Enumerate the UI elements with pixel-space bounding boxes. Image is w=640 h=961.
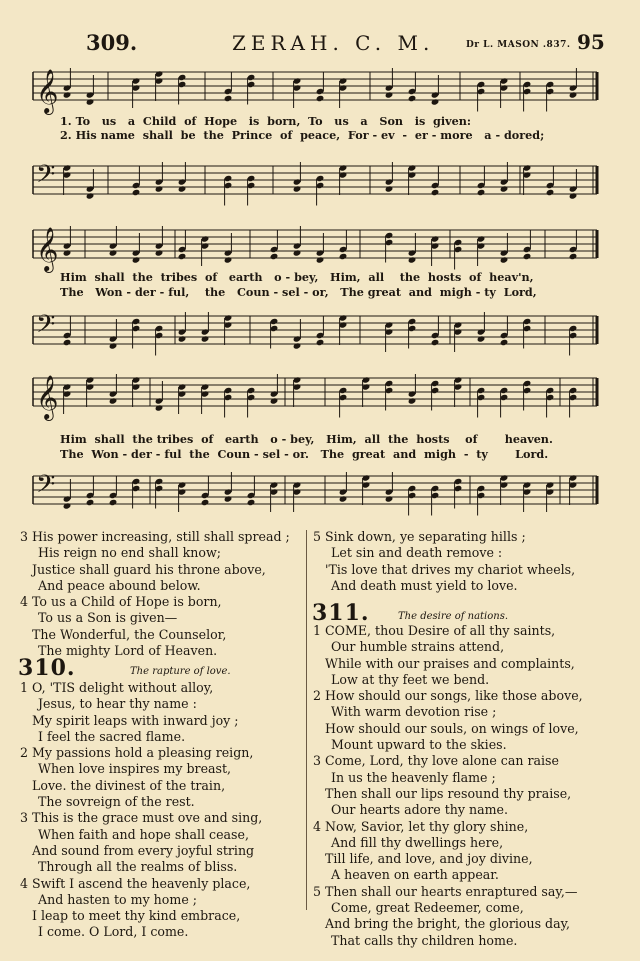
stanza-line	[20, 859, 305, 875]
stanza-line	[313, 656, 633, 672]
note-head	[132, 256, 141, 263]
stanza-text: And sound from every joyful string	[32, 842, 255, 858]
stanza-text: My spirit leaps with inward joy ;	[32, 712, 239, 728]
stanza-line	[20, 794, 305, 810]
page-header	[0, 30, 640, 56]
note-head	[247, 499, 256, 506]
stanza-line	[313, 578, 633, 594]
stanza-text: Then shall our lips resound thy praise,	[325, 785, 572, 801]
stanza-line	[313, 933, 633, 949]
hymn-310-subtitle: The rapture of love.	[130, 666, 231, 677]
stanza	[20, 594, 305, 659]
note-head	[339, 495, 348, 502]
note-head	[132, 189, 141, 196]
hymn-311-number: 311.	[312, 600, 370, 626]
hymn-number-309: 309.	[86, 30, 138, 55]
stanza-text: His reign no end shall know;	[38, 545, 221, 561]
staff-lines	[33, 316, 597, 344]
note-head	[477, 189, 486, 196]
notes	[63, 68, 578, 112]
stanza-text: And fill thy dwellings here,	[331, 834, 504, 850]
stanza-text: Mount upward to the skies.	[331, 737, 507, 753]
note-head	[224, 95, 233, 102]
lyric-line-1-system-1: 1. To us a Child of Hope is born, To us a Son is given:	[60, 114, 472, 128]
treble-staff-system-2	[0, 222, 640, 274]
stanza-text: Now, Savior, let thy glory shine,	[325, 818, 529, 834]
note-head	[63, 339, 72, 346]
stanza-line	[313, 704, 633, 720]
note-head	[224, 256, 233, 263]
lyric-line-2-system-1: 2. His name shall be the Prince of peace, For - ev - er - more a - dored;	[60, 128, 545, 142]
note-head	[86, 98, 95, 105]
stanza-text: The mighty Lord of Heaven.	[38, 643, 218, 659]
stanza-text: Through all the realms of bliss.	[38, 859, 238, 875]
stanza-line	[20, 892, 305, 908]
stanza-text: The Wonderful, the Counselor,	[32, 626, 227, 642]
stanza-line	[20, 729, 305, 745]
note-head	[500, 339, 509, 346]
stanza-number: 4	[20, 594, 29, 610]
hymn-311-subtitle: The desire of nations.	[398, 611, 509, 622]
stanza-text: Jesus, to hear thy name :	[38, 696, 197, 712]
stanza-line	[20, 578, 305, 594]
stanza-text: Come, Lord, thy love alone can raise	[325, 753, 559, 769]
page-number: 95	[577, 30, 605, 54]
stanza-line	[313, 786, 633, 802]
stanza-line	[20, 827, 305, 843]
stanza	[20, 680, 305, 745]
note-head	[500, 256, 509, 263]
note-head	[523, 253, 532, 260]
stanza-number: 1	[313, 623, 322, 638]
stanza-text: Come, great Redeemer, come,	[331, 900, 524, 916]
stanza-line	[20, 594, 305, 610]
stanza-line	[313, 639, 633, 655]
stanza-text: And death must yield to love.	[331, 577, 518, 593]
stanza	[313, 529, 633, 594]
stanza	[313, 819, 633, 884]
notes	[63, 472, 578, 516]
note-head	[293, 249, 302, 256]
stanza	[313, 623, 633, 688]
stanza-text: Low at thy feet we bend.	[331, 671, 490, 687]
stanza-text: How should our songs, like those above,	[325, 688, 583, 704]
stanza-text: Justice shall guard his throne above,	[32, 561, 266, 577]
stanza-line	[20, 810, 305, 826]
stanza-line	[20, 761, 305, 777]
stanza-line	[313, 721, 633, 737]
stanza-number: 4	[313, 818, 322, 834]
stanza-text: While with our praises and complaints,	[325, 655, 575, 671]
note-head	[569, 253, 578, 260]
lyric-line-2-system-2: The Won - der - ful, the Coun - sel - or, The great and migh - ty Lord,	[60, 285, 537, 299]
stanza-line	[313, 802, 633, 818]
stanza-line	[313, 562, 633, 578]
note-head	[339, 253, 348, 260]
hymn-310-stanza-5	[313, 529, 633, 594]
stanza-text: Love. the divinest of the train,	[32, 777, 226, 793]
stanza-line	[313, 900, 633, 916]
note-head	[569, 192, 578, 199]
stanza-text: This is the grace must ove and sing,	[32, 810, 263, 826]
note-head	[270, 397, 279, 404]
staff-lines	[33, 476, 597, 504]
note-head	[86, 499, 95, 506]
stanza	[20, 745, 305, 810]
stanza-text: Swift I ascend the heavenly place,	[32, 875, 251, 891]
stanza-text: The sovreign of the rest.	[38, 794, 195, 810]
stanza-text: How should our souls, on wings of love,	[325, 720, 579, 736]
stanza-text: To us a Son is given—	[38, 610, 178, 626]
stanza-text: 'Tis love that drives my chariot wheels,	[325, 561, 576, 577]
lyric-line-2-system-3: The Won - der - ful the Coun - sel - or. The great and migh - ty Lord.	[60, 447, 549, 461]
stanza-text: I leap to meet thy kind embrace,	[32, 908, 241, 924]
stanza-text: My passions hold a pleasing reign,	[32, 745, 254, 761]
stanza-text: Let sin and death remove :	[331, 545, 503, 561]
note-head	[201, 335, 210, 342]
stanza	[313, 884, 633, 949]
note-head	[500, 185, 509, 192]
stanza-text: When love inspires my breast,	[38, 761, 232, 777]
hymn-309-extra-stanzas	[20, 529, 305, 659]
stanza-line	[313, 770, 633, 786]
stanza-line	[20, 627, 305, 643]
note-head	[178, 185, 187, 192]
composer-credit: Dr L. MASON .837.	[466, 40, 571, 50]
stanza-line	[313, 851, 633, 867]
bass-staff-system-2	[0, 300, 640, 370]
note-head	[293, 342, 302, 349]
staff-lines	[33, 166, 597, 194]
stanza-text: Sink down, ye separating hills ;	[325, 529, 526, 544]
note-head	[109, 499, 118, 506]
notes	[63, 374, 578, 418]
stanza-number: 3	[20, 810, 29, 826]
stanza-line	[313, 867, 633, 883]
treble-clef-icon: 𝄞	[36, 375, 59, 419]
stanza-line	[313, 672, 633, 688]
stanza	[313, 753, 633, 818]
stanza-text: His power increasing, still shall spread ;	[32, 529, 290, 544]
stanza-line	[20, 713, 305, 729]
note-head	[385, 495, 394, 502]
note-head	[431, 339, 440, 346]
hymn-310-number: 310.	[18, 655, 76, 681]
stanza-text: I feel the sacred flame.	[38, 728, 186, 744]
stanza-line	[20, 745, 305, 761]
note-head	[270, 253, 279, 260]
treble-clef-icon: 𝄞	[36, 227, 59, 271]
stanza-line	[313, 819, 633, 835]
stanza-text: COME, thou Desire of all thy saints,	[325, 623, 556, 638]
stanza-line	[20, 908, 305, 924]
stanza-line	[313, 737, 633, 753]
stanza-line	[313, 623, 633, 639]
note-head	[316, 256, 325, 263]
stanza-text: With warm devotion rise ;	[331, 704, 497, 720]
stanza-text: And peace abound below.	[38, 577, 201, 593]
stanza-text: Our humble strains attend,	[331, 639, 505, 655]
note-head	[155, 185, 164, 192]
note-head	[63, 249, 72, 256]
note-head	[431, 189, 440, 196]
treble-clef-icon: 𝄞	[36, 69, 59, 113]
stanza-text: Till life, and love, and joy divine,	[325, 851, 533, 867]
notes	[63, 312, 578, 356]
stanza-line	[20, 610, 305, 626]
stanza	[313, 688, 633, 753]
stanza-number: 3	[313, 753, 322, 769]
hymn-311-stanzas	[313, 623, 633, 949]
stanza	[20, 529, 305, 594]
note-head	[477, 335, 486, 342]
bass-clef-icon: 𝄢	[36, 470, 56, 505]
note-head	[178, 253, 187, 260]
stanza-line	[313, 916, 633, 932]
stanza-text: That calls thy children home.	[331, 932, 518, 948]
note-head	[201, 499, 210, 506]
treble-staff-system-1	[0, 60, 640, 120]
note-head	[385, 185, 394, 192]
stanza-line	[20, 924, 305, 940]
note-head	[316, 95, 325, 102]
bass-clef-icon: 𝄢	[36, 160, 56, 195]
note-head	[408, 95, 417, 102]
note-head	[569, 91, 578, 98]
stanza-text: A heaven on earth appear.	[331, 867, 499, 883]
stanza	[20, 810, 305, 875]
stanza-text: In us the heavenly flame ;	[331, 769, 496, 785]
note-head	[63, 502, 72, 509]
stanza-text: When faith and hope shall cease,	[38, 826, 249, 842]
note-head	[431, 98, 440, 105]
stanza-number: 3	[20, 529, 29, 544]
note-head	[408, 397, 417, 404]
treble-staff-system-3	[0, 368, 640, 428]
bass-staff-system-1	[0, 144, 640, 216]
note-head	[63, 91, 72, 98]
stanza-line	[20, 778, 305, 794]
stanza-number: 1	[20, 680, 29, 695]
stanza-line	[20, 545, 305, 561]
staff-lines	[33, 230, 597, 258]
stanza-number: 4	[20, 875, 29, 891]
stanza-text: Then shall our hearts enraptured say,—	[325, 883, 578, 899]
note-head	[316, 339, 325, 346]
notes	[63, 226, 578, 270]
stanza-number: 5	[313, 883, 322, 899]
lyric-line-1-system-3: Him shall the tribes of earth o - bey, Him, all the hosts of heaven.	[60, 432, 553, 446]
stanza-line	[313, 545, 633, 561]
stanza-line	[20, 876, 305, 892]
stanza-number: 5	[313, 529, 322, 544]
stanza-text: To us a Child of Hope is born,	[32, 594, 222, 610]
stanza-text: I come. O Lord, I come.	[38, 924, 189, 940]
stanza-number: 2	[20, 745, 29, 761]
stanza-text: And bring the bright, the glorious day,	[325, 916, 571, 932]
note-head	[109, 397, 118, 404]
stanza-line	[313, 753, 633, 769]
tune-title: ZERAH. C. M.	[232, 31, 435, 55]
note-head	[109, 342, 118, 349]
hymn-310-stanzas	[20, 680, 305, 941]
note-head	[109, 249, 118, 256]
stanza-text: Our hearts adore thy name.	[331, 802, 509, 818]
hymn-310-heading	[18, 655, 76, 681]
lyric-line-1-system-2: Him shall the tribes of earth o - bey, Him, all the hosts of heav'n,	[60, 270, 534, 284]
notes	[63, 162, 578, 206]
note-head	[155, 404, 164, 411]
bass-staff-system-3	[0, 462, 640, 528]
stanza-line	[20, 680, 305, 696]
note-head	[155, 249, 164, 256]
staff-lines	[33, 378, 597, 406]
stanza-text: And hasten to my home ;	[38, 891, 198, 907]
note-head	[546, 189, 555, 196]
stanza-number: 2	[313, 688, 322, 704]
stanza	[20, 876, 305, 941]
stanza-line	[313, 835, 633, 851]
stanza-text: O, 'TIS delight without alloy,	[32, 680, 214, 695]
bass-clef-icon: 𝄢	[36, 310, 56, 345]
note-head	[178, 335, 187, 342]
note-head	[293, 185, 302, 192]
stanza-line	[20, 843, 305, 859]
column-divider	[306, 530, 307, 910]
stanza-line	[313, 529, 633, 545]
note-head	[385, 91, 394, 98]
note-head	[224, 495, 233, 502]
stanza-line	[20, 562, 305, 578]
stanza-line	[20, 529, 305, 545]
stanza-line	[313, 884, 633, 900]
stanza-line	[313, 688, 633, 704]
staff-lines	[33, 72, 597, 100]
stanza-line	[20, 696, 305, 712]
note-head	[408, 256, 417, 263]
note-head	[86, 192, 95, 199]
